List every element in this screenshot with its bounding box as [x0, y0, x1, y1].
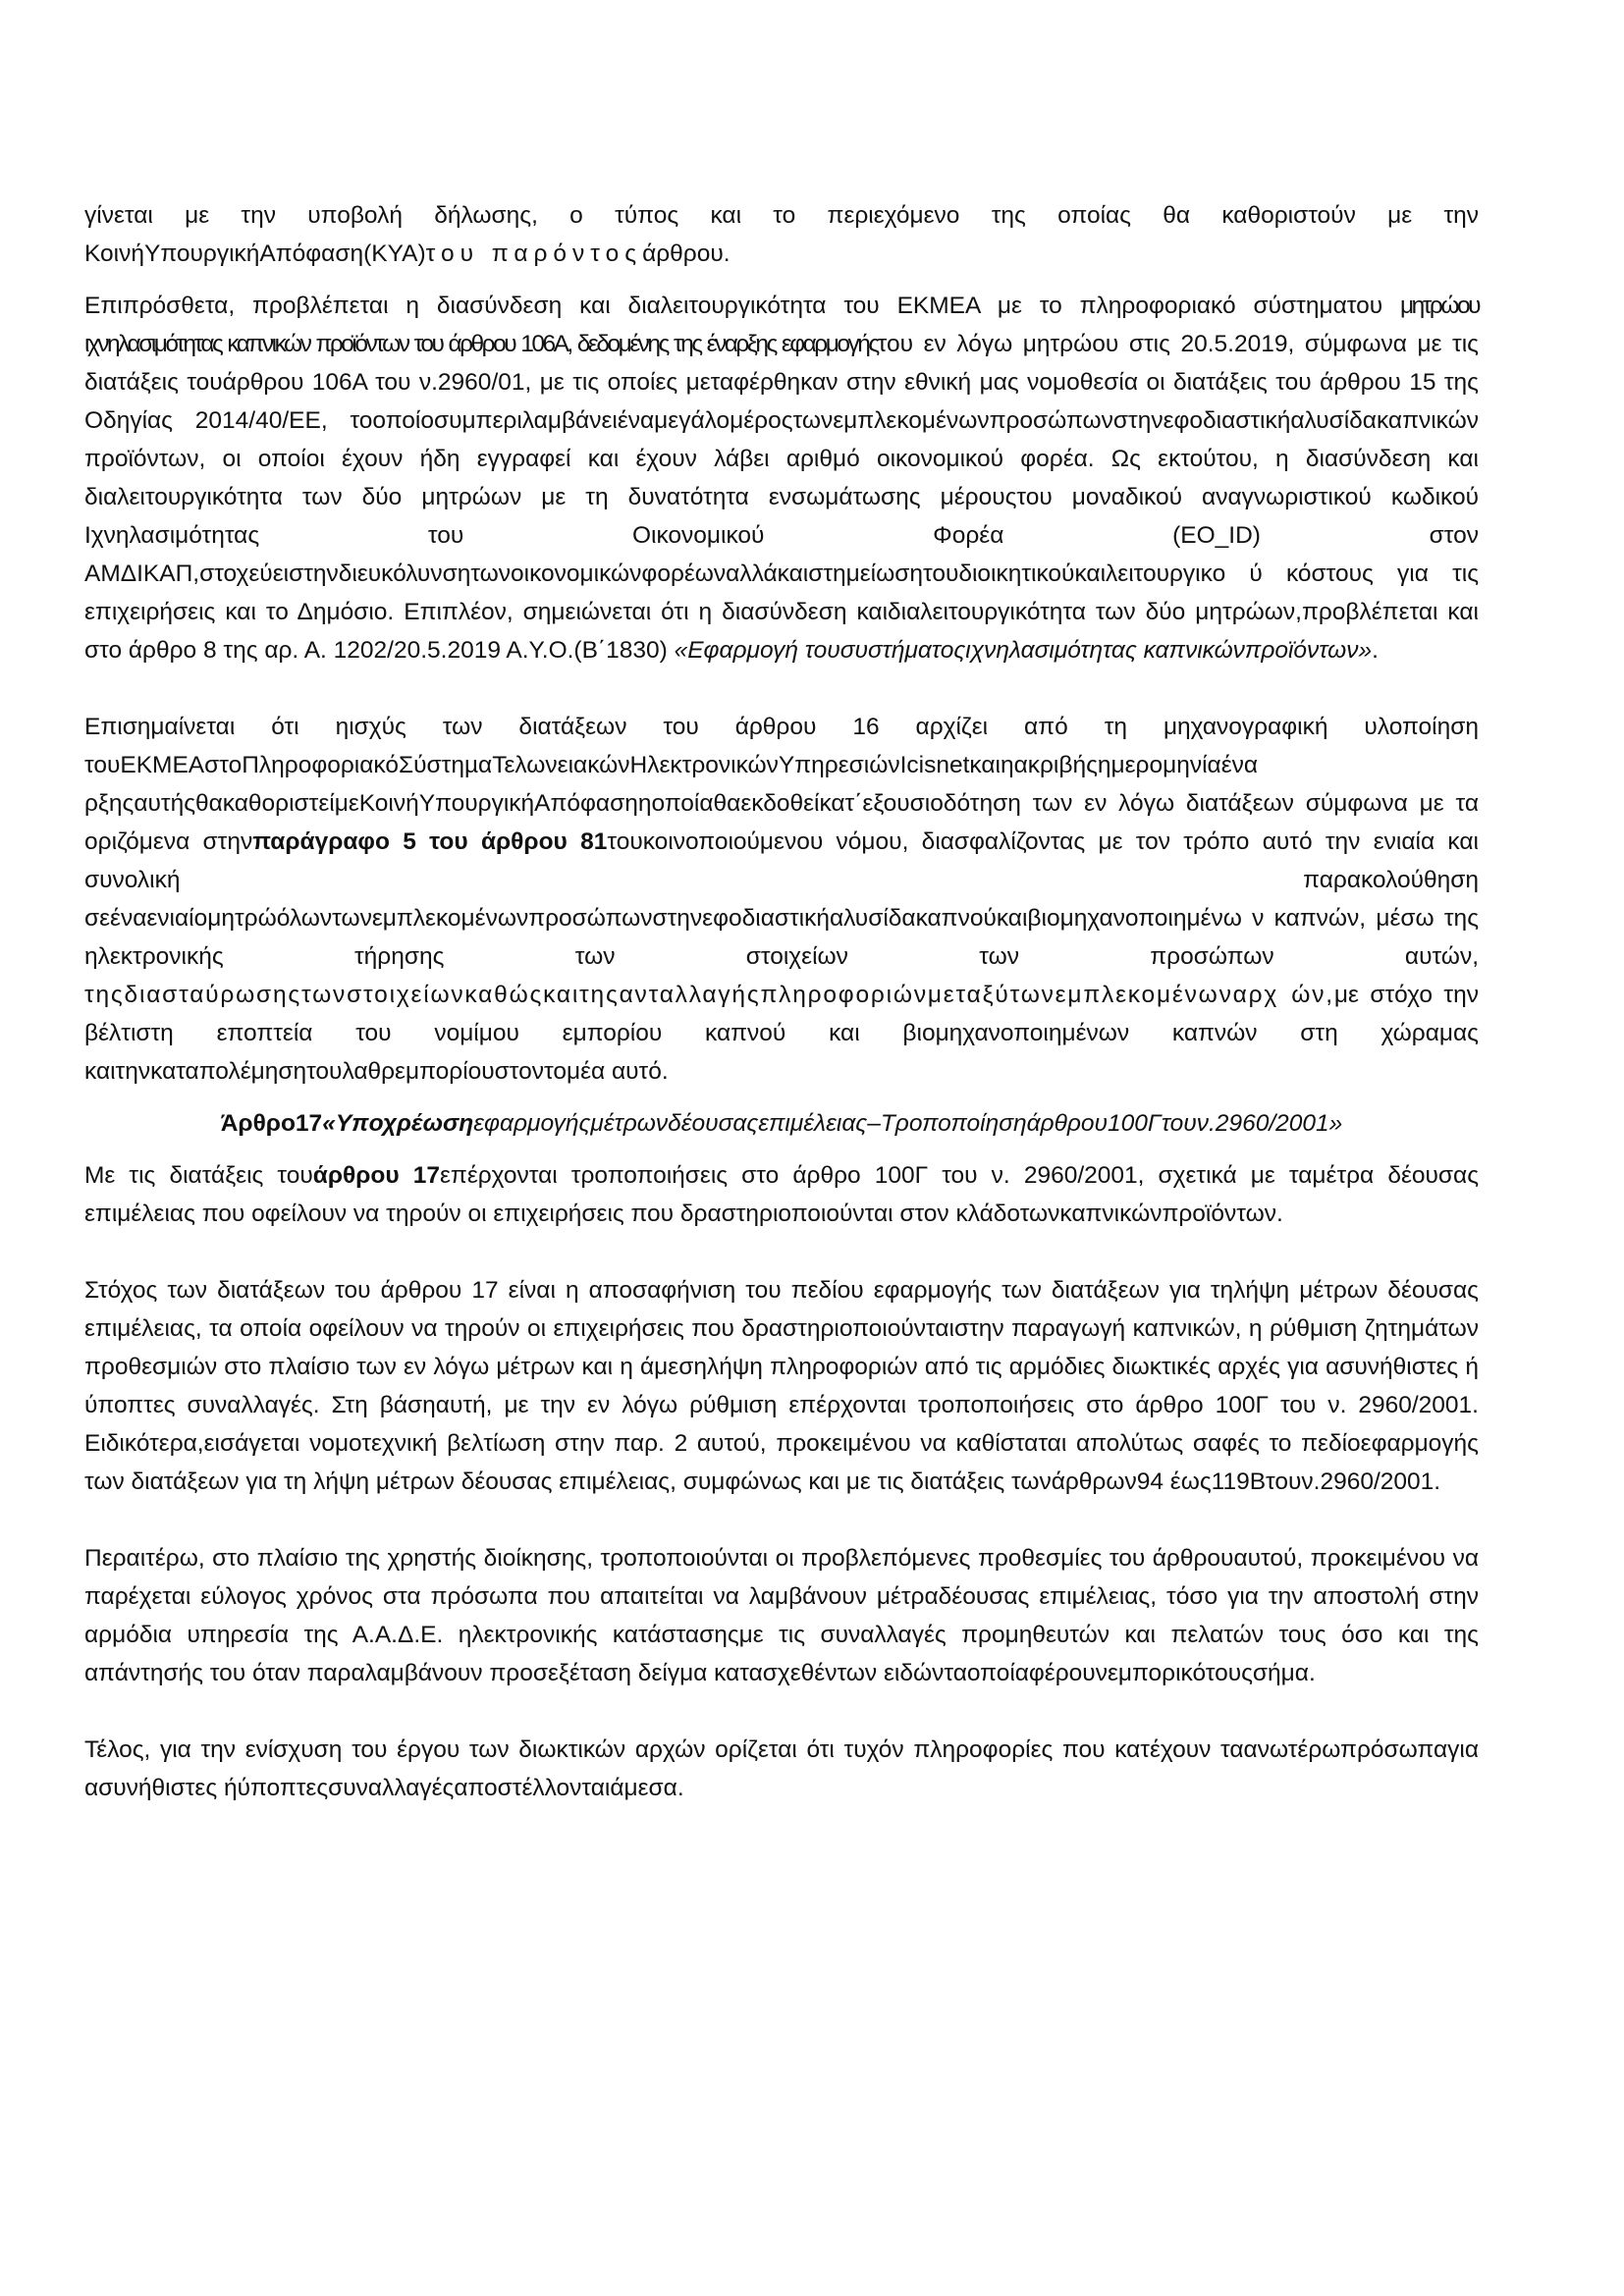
paragraph-5: Στόχος των διατάξεων του άρθρου 17 είναι η αποσαφήνιση του πεδίου εφαρμογής των διατάξεων για τηλήψη μέτρων δέουσας επιμέλειας, τα οποία οφείλουν να τηρούν οι επιχειρήσεις που δραστηριοποιούνταιστην παραγωγή καπνικών, η ρύθμιση ζητημάτων προθεσμιών στο πλαίσιο των εν λόγω μέτρων και η άμεσηλήψη πληροφοριών από τις αρμόδιες διωκτικές αρχές για ασυνήθιστες ή ύποπτες συναλλαγές. Στη βάσηαυτή, με την εν λόγω ρύθμιση επέρχονται τροποποιήσεις στο άρθρο 100Γ του ν. 2960/2001. Ειδικότερα,εισάγεται νομοτεχνική βελτίωση στην παρ. 2 αυτού, προκειμένου να καθίσταται απολύτως σαφές το πεδίοεφαρμογής των διατάξεων για τη λήψη μέτρων δέουσας επιμέλειας, συμφώνως και με τις διατάξεις τωνάρθρων94 έως119Βτουν.2960/2001. — [84, 1277, 1479, 1495]
paragraph-6: Περαιτέρω, στο πλαίσιο της χρηστής διοίκησης, τροποποιούνται οι προβλεπόμενες προθεσμίες του άρθρουαυτού, προκειμένου να παρέχεται εύλογος χρόνος στα πρόσωπα που απαιτείται να λαμβάνουν μέτραδέουσας επιμέλειας, τόσο για την αποστολή στην αρμόδια υπηρεσία της Α.Α.Δ.Ε. ηλεκτρονικής κατάστασηςμε τις συναλλαγές προμηθευτών και πελατών τους όσο και της απάντησής του όταν παραλαμβάνουν προσεξέταση δείγμα κατασχεθέντων ειδώνταοποίαφέρουνεμπορικότουςσήμα. — [84, 1545, 1479, 1686]
article-heading-title: εφαρμογήςμέτρωνδέουσαςεπιμέλειας–Τροποποίησηάρθρου100Γτουν.2960/2001» — [473, 1110, 1343, 1137]
paragraph-4-text: Με τις διατάξεις του — [84, 1162, 313, 1189]
paragraph-1-text: γίνεται με την υποβολή δήλωσης, ο τύπος και το περιεχόμενο της οποίας θα καθοριστούν με την ΚοινήΥπουργικήΑπόφαση(ΚΥΑ) — [84, 202, 1479, 267]
paragraph-1 — [84, 196, 1479, 273]
paragraph-4 — [84, 1156, 1479, 1233]
paragraph-2-end: . — [1372, 637, 1379, 664]
article-heading-bold-italic: «Υποχρέωση — [322, 1110, 474, 1137]
paragraph-3-body: τουκοινοποιούμενου νόμου, διασφαλίζοντας με τον τρόπο αυτό την ενιαία και συνολική παρακολούθηση σεέναενιαίομητρώόλωντωνεμπλεκομένωνπροσώπωνστηνεφοδιαστικήαλυσίδακαπνούκαιβιομηχανοποιημένω ν καπνών, μέσω της ηλεκτρονικής τήρησης των στοιχείων των προσώπων αυτών, — [84, 828, 1479, 970]
paragraph-3-bold-reference: παράγραφο 5 του άρθρου 81 — [252, 828, 608, 855]
article-heading-number: Άρθρο17 — [220, 1110, 323, 1137]
paragraph-7: Τέλος, για την ενίσχυση του έργου των διωκτικών αρχών ορίζεται ότι τυχόν πληροφορίες που κατέχουν ταανωτέρωπρόσωπαγια ασυνήθιστες ήύποπτεςσυναλλαγέςαποστέλλονταιάμεσα. — [84, 1736, 1479, 1801]
paragraph-2-italic-title: «Εφαρμογή τουσυστήματοςιχνηλασιμότητας καπνικώνπροϊόντων» — [674, 637, 1373, 664]
paragraph-3 — [84, 708, 1479, 1091]
paragraph-1-spaced-text: του παρόντος — [425, 240, 643, 267]
article-heading — [84, 1104, 1479, 1143]
paragraph-2 — [84, 287, 1479, 669]
paragraph-4-bold-reference: άρθρου 17 — [312, 1162, 440, 1189]
paragraph-2-text: Επιπρόσθετα, προβλέπεται η διασύνδεση και διαλειτουργικότητα του ΕΚΜΕΑ με το πληροφοριακό σύστηματου — [84, 293, 1383, 319]
paragraph-1-end: άρθρου. — [642, 240, 731, 267]
paragraph-3-text: Επισημαίνεται ότι ηισχύς των διατάξεων του άρθρου 16 αρχίζει από τη μηχανογραφική υλοποίηση τουΕΚΜΕΑστοΠληροφοριακόΣύστηµαΤελωνειακώνΗλεκτρονικώνΥπηρεσιώνIcisnetκαιηακριβήςημερομηνίαένα ρξηςαυτήςθακαθοριστείμεΚοινήΥπουργικήΑπόφασηηοποίαθαεκδοθείκατ΄εξουσιοδότηση των εν λόγω διατάξεων σύμφωνα με τα οριζόμενα στην — [84, 714, 1479, 855]
paragraph-3-spaced-text: τηςδιασταύρωσηςτωνστοιχείωνκαθώςκαιτηςανταλλαγήςπληροφοριώνμεταξύτωνεμπλεκομένωναρχ ών, — [84, 982, 1334, 1008]
paragraph-2-body: του εν λόγω μητρώου στις 20.5.2019, σύμφωνα με τις διατάξεις τουάρθρου 106Α του ν.2960/01, με τις οποίες μεταφέρθηκαν στην εθνική μας νομοθεσία οι διατάξεις του άρθρου 15 της Οδηγίας 2014/40/ΕΕ, τοοποίοσυμπεριλαμβάνειέναμεγάλομέροςτωνεμπλεκομένωνπροσώπωνστηνεφοδιαστικήαλυσίδακαπνικών προϊόντων, οι οποίοι έχουν ήδη εγγραφεί και έχουν λάβει αριθμό οικονομικού φορέα. Ως εκτούτου, η διασύνδεση και διαλειτουργικότητα των δύο μητρώων με τη δυνατότητα ενσωμάτωσης μέρουςτου μοναδικού αναγνωριστικού κωδικού Ιχνηλασιμότητας του Οικονομικού Φορέα (EO_ID) στον ΑΜΔΙΚΑΠ,στοχεύειστηνδιευκόλυνσητωνοικονομικώνφορέωναλλάκαιστημείωσητουδιοικητικούκαιλειτουργικο ύ κόστους για τις επιχειρήσεις και το Δημόσιο. Επιπλέον, σημειώνεται ότι η διασύνδεση καιδιαλειτουργικότητα των δύο μητρώων,προβλέπεται και στο άρθρο 8 της αρ. Α. 1202/20.5.2019 Α.Υ.Ο.(Β΄1830) — [84, 331, 1479, 664]
paragraph-2-condensed-text: μητρώου ιχνηλασιμότητας καπνικών προϊόντων του άρθρου 106Α, δεδομένης της έναρξης εφαρμογής — [84, 293, 1479, 357]
paragraph-3-end: με στόχο την βέλτιστη εποπτεία του νομίμου εμπορίου καπνού και βιομηχανοποιημένων καπνών στη χώραμας καιτηνκαταπολέμησητουλαθρεμπορίουστοντομέα αυτό. — [84, 982, 1479, 1085]
paragraph-4-body: επέρχονται τροποποιήσεις στο άρθρο 100Γ του ν. 2960/2001, σχετικά με ταμέτρα δέουσας επιμέλειας που οφείλουν να τηρούν οι επιχειρήσεις που δραστηριοποιούνται στον κλάδοτωνκαπνικώνπροϊόντων. — [84, 1162, 1479, 1227]
